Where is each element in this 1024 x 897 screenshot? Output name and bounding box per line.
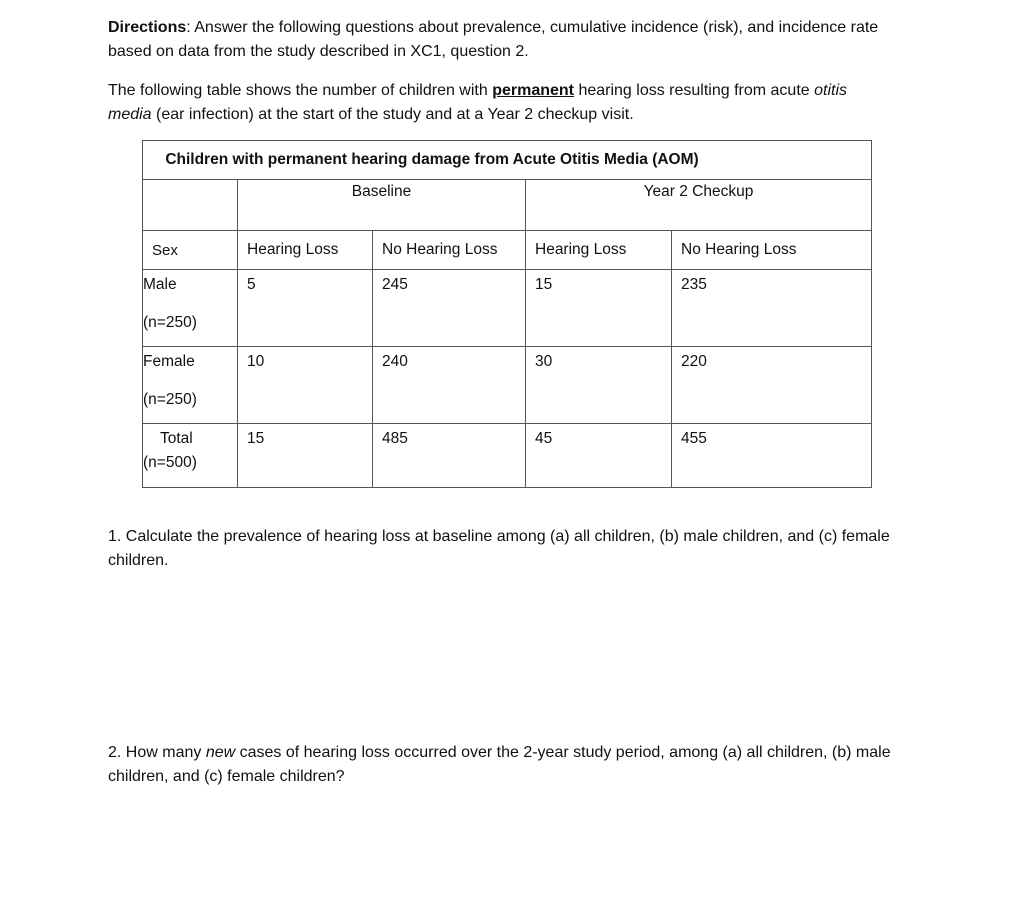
- question-2: [108, 741, 908, 789]
- question-2-italic: new: [205, 744, 236, 761]
- intro-italic: otitis media: [108, 82, 848, 123]
- value-cell: 45: [526, 424, 672, 488]
- directions-paragraph: [108, 16, 908, 64]
- intro-paragraph: [108, 79, 888, 127]
- value-cell: 485: [373, 424, 526, 488]
- table-title-cell: [143, 141, 872, 180]
- value-cell: 30: [526, 347, 672, 424]
- intro-part1: The following table shows the number of children with: [108, 82, 493, 99]
- value-cell: 15: [526, 270, 672, 347]
- sex-cell: [143, 347, 238, 424]
- value-cell: 10: [238, 347, 373, 424]
- table-row: [143, 347, 872, 424]
- group-baseline: Baseline: [238, 180, 526, 231]
- question-2-part1: 2. How many: [108, 744, 206, 761]
- value-cell: 235: [672, 270, 872, 347]
- col-header-baseline-hearing-loss: Hearing Loss: [238, 231, 373, 270]
- col-header-year2-no-hearing-loss: No Hearing Loss: [672, 231, 872, 270]
- directions-label: Directions: [108, 19, 187, 36]
- sex-cell: [143, 270, 238, 347]
- table-title: Children with permanent hearing damage from Acute Otitis Media (AOM): [165, 151, 699, 168]
- col-header-sex: Sex: [143, 231, 238, 270]
- value-cell: 245: [373, 270, 526, 347]
- intro-emphasis: permanent: [492, 82, 574, 99]
- col-header-baseline-no-hearing-loss: No Hearing Loss: [373, 231, 526, 270]
- question-1: 1. Calculate the prevalence of hearing loss at baseline among (a) all children, (b) male children, and (c) female children.: [108, 528, 890, 569]
- sex-cell: [143, 424, 238, 488]
- sex-n: (n=250): [143, 314, 197, 331]
- question-2-part2: cases of hearing loss occurred over the 2-year study period, among (a) all children, (b) male children, and (c) female children?: [108, 744, 891, 785]
- col-header-year2-hearing-loss: Hearing Loss: [526, 231, 672, 270]
- group-year2: Year 2 Checkup: [526, 180, 872, 231]
- value-cell: 15: [238, 424, 373, 488]
- value-cell: 5: [238, 270, 373, 347]
- sex-n: (n=250): [143, 391, 197, 408]
- directions-text: : Answer the following questions about prevalence, cumulative incidence (risk), and incidence rate based on data from the study described in XC1, question 2.: [108, 19, 879, 60]
- value-cell: 455: [672, 424, 872, 488]
- empty-corner-cell: [143, 180, 238, 231]
- table-row: [143, 270, 872, 347]
- intro-part2: hearing loss resulting from acute: [574, 82, 815, 99]
- sex-label: Total: [160, 430, 193, 447]
- value-cell: 220: [672, 347, 872, 424]
- value-cell: 240: [373, 347, 526, 424]
- hearing-loss-table: [142, 140, 872, 488]
- sex-label: Male: [143, 276, 177, 293]
- table-row: [143, 424, 872, 488]
- intro-part3: (ear infection) at the start of the study and at a Year 2 checkup visit.: [151, 106, 634, 123]
- sex-label: Female: [143, 353, 195, 370]
- sex-n: (n=500): [143, 454, 197, 471]
